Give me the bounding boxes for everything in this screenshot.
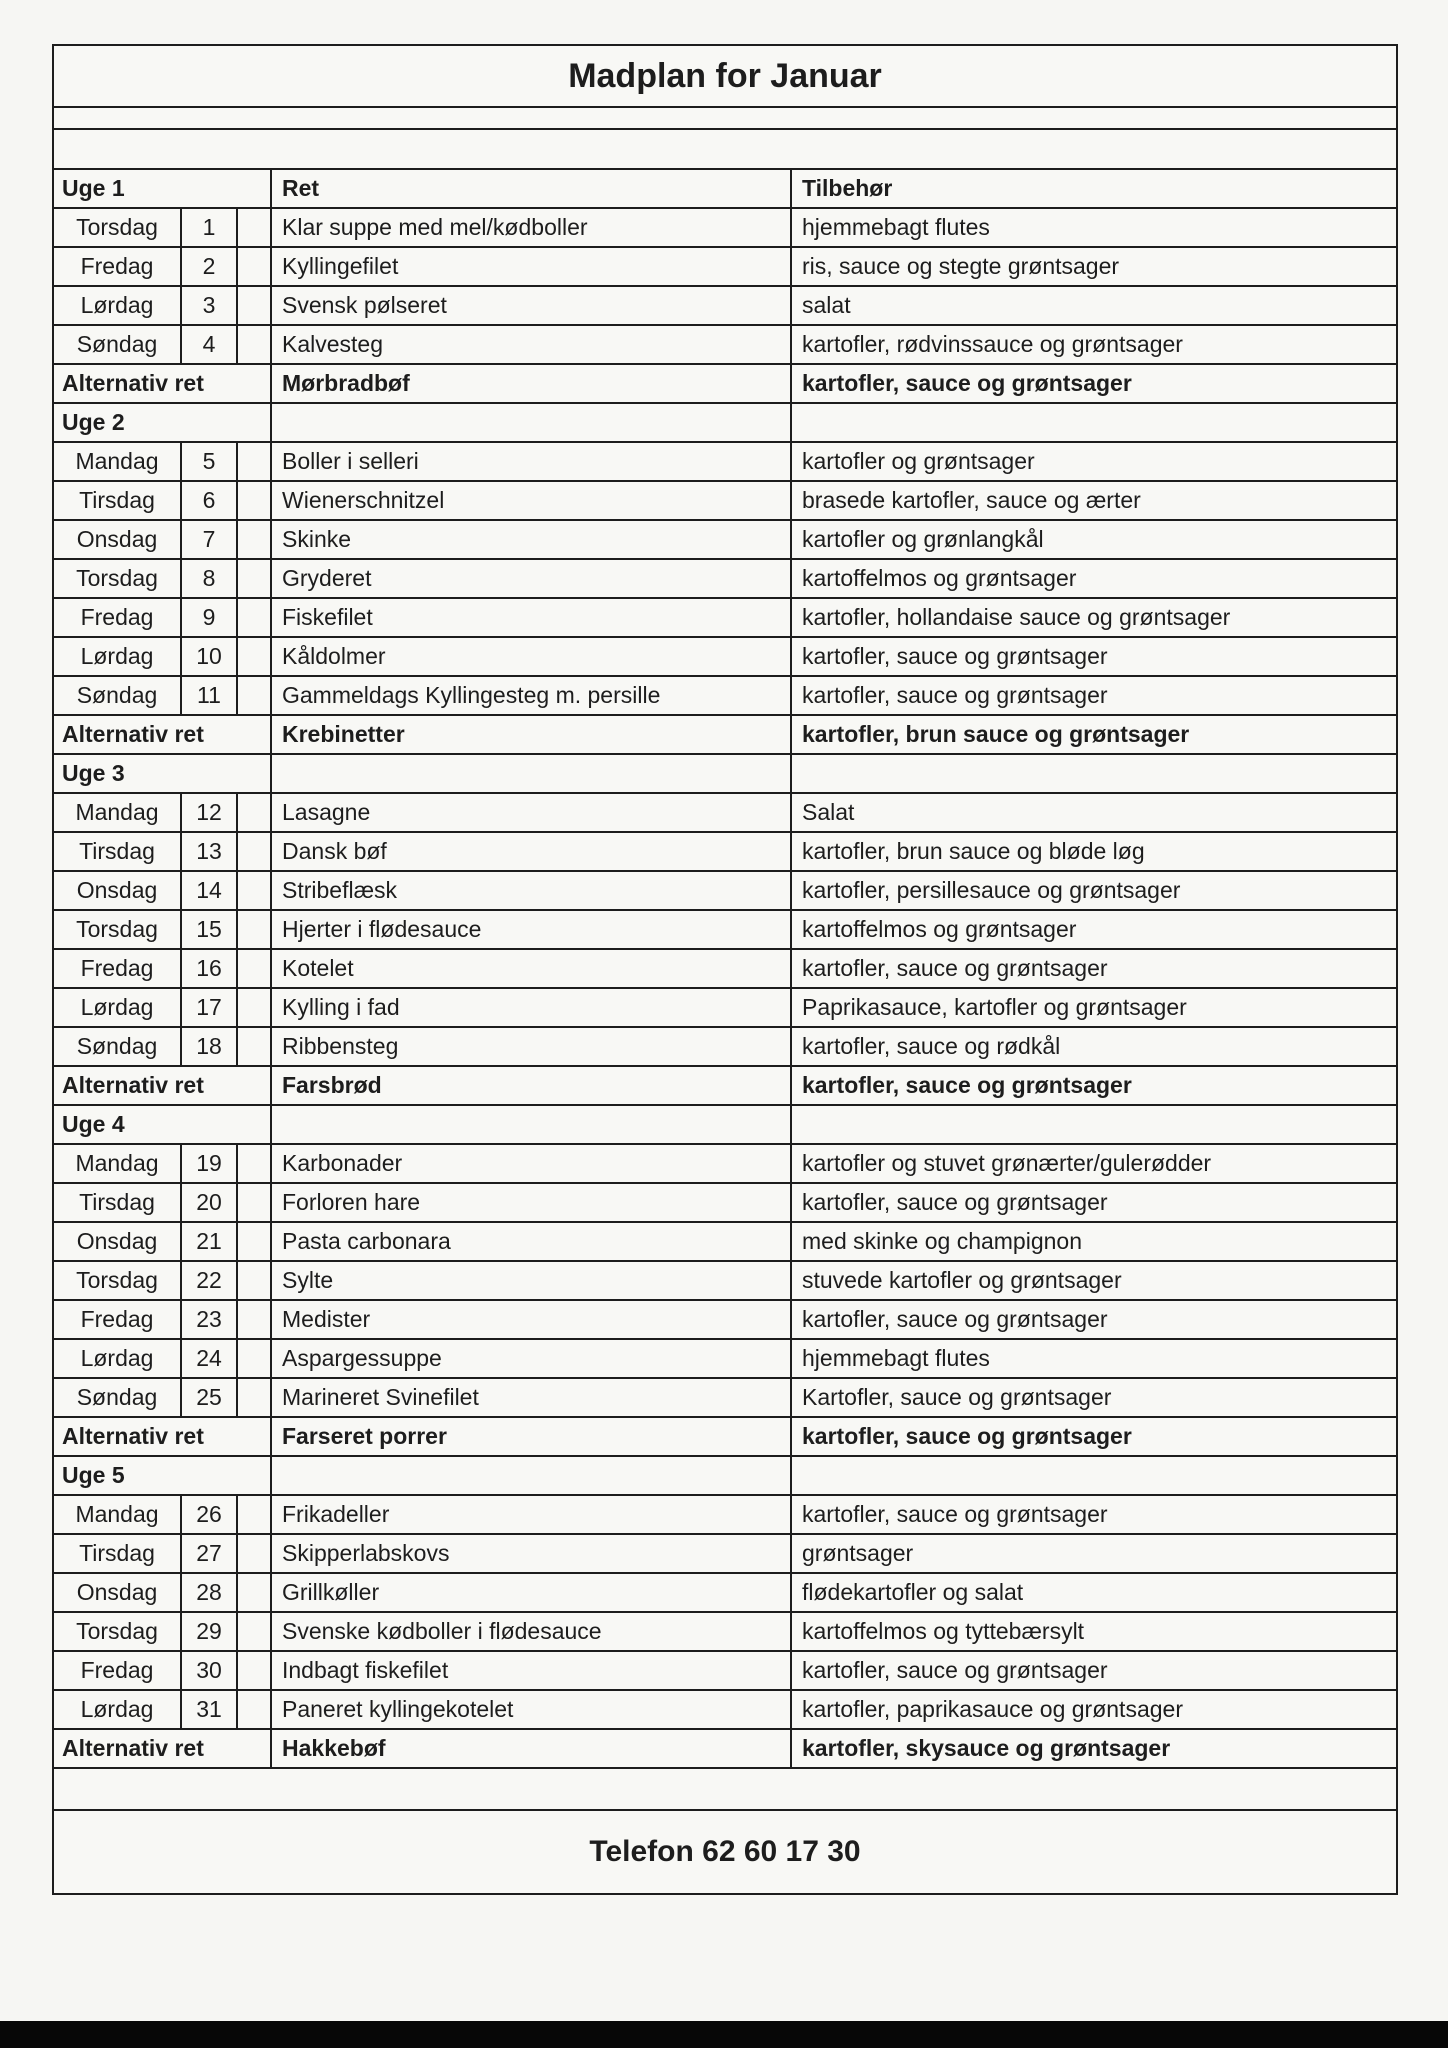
- day-name-cell: Søndag: [54, 1028, 182, 1065]
- side-cell: kartofler, sauce og grøntsager: [802, 1189, 1108, 1215]
- checkbox-cell: [238, 1496, 272, 1533]
- dish-cell: Karbonader: [272, 1145, 792, 1182]
- side-cell: kartofler, rødvinssauce og grøntsager: [802, 331, 1183, 357]
- day-name-cell: Mandag: [54, 1496, 182, 1533]
- date-cell: 31: [182, 1691, 238, 1728]
- dish-cell: Svensk pølseret: [272, 287, 792, 324]
- alternative-row: [54, 1067, 1396, 1106]
- side-cell: salat: [802, 292, 851, 318]
- dish-cell: Hjerter i flødesauce: [272, 911, 792, 948]
- alt-label-cell: Alternativ ret: [54, 716, 272, 753]
- empty-row: [54, 1769, 1396, 1811]
- checkbox-cell: [238, 1028, 272, 1065]
- checkbox-cell: [238, 1574, 272, 1611]
- checkbox-cell: [238, 1262, 272, 1299]
- day-name-cell: Fredag: [54, 1652, 182, 1689]
- dish-cell: Stribeflæsk: [272, 872, 792, 909]
- checkbox-cell: [238, 248, 272, 285]
- checkbox-cell: [238, 482, 272, 519]
- dish-cell: Sylte: [272, 1262, 792, 1299]
- day-name-cell: Tirsdag: [54, 1535, 182, 1572]
- side-cell: [792, 1457, 1396, 1494]
- meal-row: [54, 209, 1396, 248]
- alt-label-cell: Alternativ ret: [54, 1418, 272, 1455]
- date-cell: 5: [182, 443, 238, 480]
- dish-cell: Paneret kyllingekotelet: [272, 1691, 792, 1728]
- date-cell: 11: [182, 677, 238, 714]
- day-name-cell: Fredag: [54, 599, 182, 636]
- day-name-cell: Fredag: [54, 1301, 182, 1338]
- checkbox-cell: [238, 1613, 272, 1650]
- side-cell: kartofler og grøntsager: [802, 448, 1035, 474]
- alternative-row: [54, 365, 1396, 404]
- dish-cell: Forloren hare: [272, 1184, 792, 1221]
- date-cell: 25: [182, 1379, 238, 1416]
- side-cell: kartoffelmos og grøntsager: [802, 565, 1077, 591]
- day-name-cell: Mandag: [54, 1145, 182, 1182]
- day-name-cell: Torsdag: [54, 1613, 182, 1650]
- side-cell: kartofler, brun sauce og bløde løg: [802, 838, 1145, 864]
- dish-cell: Pasta carbonara: [272, 1223, 792, 1260]
- alternative-row: [54, 716, 1396, 755]
- day-name-cell: Onsdag: [54, 521, 182, 558]
- checkbox-cell: [238, 560, 272, 597]
- side-cell: kartofler, sauce og rødkål: [802, 1033, 1061, 1059]
- side-cell: [792, 755, 1396, 792]
- dish-cell: Indbagt fiskefilet: [272, 1652, 792, 1689]
- checkbox-cell: [238, 1535, 272, 1572]
- meal-row: [54, 1262, 1396, 1301]
- alt-side-cell: kartofler, brun sauce og grøntsager: [802, 721, 1190, 747]
- checkbox-cell: [238, 989, 272, 1026]
- table-body: [54, 209, 1396, 1769]
- checkbox-cell: [238, 599, 272, 636]
- side-cell: kartofler, sauce og grøntsager: [802, 1657, 1108, 1683]
- date-cell: 9: [182, 599, 238, 636]
- day-name-cell: Søndag: [54, 677, 182, 714]
- checkbox-cell: [238, 209, 272, 246]
- dish-cell: [272, 1457, 792, 1494]
- alt-dish-cell: Mørbradbøf: [272, 365, 792, 402]
- dish-cell: Kylling i fad: [272, 989, 792, 1026]
- meal-row: [54, 287, 1396, 326]
- meal-row: [54, 638, 1396, 677]
- date-cell: 24: [182, 1340, 238, 1377]
- week-label-cell: Uge 2: [54, 404, 272, 441]
- side-cell: kartofler og stuvet grønærter/gulerødder: [802, 1150, 1212, 1176]
- dish-cell: Kalvesteg: [272, 326, 792, 363]
- dish-cell: Ribbensteg: [272, 1028, 792, 1065]
- alt-dish-cell: Farsbrød: [272, 1067, 792, 1104]
- scan-artifact-bar: [0, 2021, 1448, 2048]
- date-cell: 18: [182, 1028, 238, 1065]
- date-cell: 7: [182, 521, 238, 558]
- dish-cell: Frikadeller: [272, 1496, 792, 1533]
- day-name-cell: Torsdag: [54, 1262, 182, 1299]
- side-cell: kartofler, persillesauce og grøntsager: [802, 877, 1181, 903]
- alt-dish-cell: Farseret porrer: [272, 1418, 792, 1455]
- dish-cell: Dansk bøf: [272, 833, 792, 870]
- date-cell: 20: [182, 1184, 238, 1221]
- title-row: [54, 46, 1396, 108]
- spacer-row: [54, 130, 1396, 170]
- dish-column-header: Ret: [272, 170, 792, 207]
- dish-cell: Gryderet: [272, 560, 792, 597]
- date-cell: 23: [182, 1301, 238, 1338]
- checkbox-cell: [238, 326, 272, 363]
- alt-dish-cell: Hakkebøf: [272, 1730, 792, 1767]
- date-cell: 17: [182, 989, 238, 1026]
- date-cell: 4: [182, 326, 238, 363]
- day-name-cell: Tirsdag: [54, 1184, 182, 1221]
- alt-side-cell: kartofler, sauce og grøntsager: [802, 1423, 1132, 1449]
- date-cell: 10: [182, 638, 238, 675]
- day-name-cell: Mandag: [54, 443, 182, 480]
- checkbox-cell: [238, 638, 272, 675]
- date-cell: 8: [182, 560, 238, 597]
- side-cell: kartoffelmos og tyttebærsylt: [802, 1618, 1085, 1644]
- side-cell: Paprikasauce, kartofler og grøntsager: [802, 994, 1187, 1020]
- week-label-row: [54, 1106, 1396, 1145]
- side-cell: [792, 404, 1396, 441]
- dish-cell: Svenske kødboller i flødesauce: [272, 1613, 792, 1650]
- checkbox-cell: [238, 1340, 272, 1377]
- meal-row: [54, 1340, 1396, 1379]
- date-cell: 30: [182, 1652, 238, 1689]
- checkbox-cell: [238, 872, 272, 909]
- side-cell: kartoffelmos og grøntsager: [802, 916, 1077, 942]
- dish-cell: Skipperlabskovs: [272, 1535, 792, 1572]
- alt-label-cell: Alternativ ret: [54, 1730, 272, 1767]
- alt-side-cell: kartofler, sauce og grøntsager: [802, 370, 1132, 396]
- checkbox-cell: [238, 1145, 272, 1182]
- day-name-cell: Fredag: [54, 248, 182, 285]
- date-cell: 29: [182, 1613, 238, 1650]
- phone-number: Telefon 62 60 17 30: [589, 1835, 861, 1868]
- day-name-cell: Tirsdag: [54, 482, 182, 519]
- meal-row: [54, 248, 1396, 287]
- dish-cell: Lasagne: [272, 794, 792, 831]
- day-name-cell: Lørdag: [54, 989, 182, 1026]
- day-name-cell: Torsdag: [54, 209, 182, 246]
- meal-row: [54, 1145, 1396, 1184]
- meal-row: [54, 1613, 1396, 1652]
- side-cell: flødekartofler og salat: [802, 1579, 1024, 1605]
- side-cell: hjemmebagt flutes: [802, 214, 990, 240]
- day-name-cell: Torsdag: [54, 560, 182, 597]
- day-name-cell: Lørdag: [54, 1340, 182, 1377]
- meal-row: [54, 1652, 1396, 1691]
- meal-row: [54, 443, 1396, 482]
- side-cell: [792, 1106, 1396, 1143]
- side-cell: brasede kartofler, sauce og ærter: [802, 487, 1141, 513]
- meal-row: [54, 1691, 1396, 1730]
- alt-label-cell: Alternativ ret: [54, 365, 272, 402]
- dish-cell: [272, 1106, 792, 1143]
- date-cell: 2: [182, 248, 238, 285]
- side-cell: kartofler, sauce og grøntsager: [802, 955, 1108, 981]
- week-label-row: [54, 404, 1396, 443]
- date-cell: 1: [182, 209, 238, 246]
- date-cell: 28: [182, 1574, 238, 1611]
- meal-row: [54, 1301, 1396, 1340]
- dish-cell: Wienerschnitzel: [272, 482, 792, 519]
- meal-row: [54, 911, 1396, 950]
- alt-dish-cell: Krebinetter: [272, 716, 792, 753]
- checkbox-cell: [238, 1301, 272, 1338]
- checkbox-cell: [238, 1379, 272, 1416]
- dish-cell: Fiskefilet: [272, 599, 792, 636]
- side-cell: kartofler og grønlangkål: [802, 526, 1044, 552]
- meal-row: [54, 1574, 1396, 1613]
- day-name-cell: Fredag: [54, 950, 182, 987]
- week-label-row: [54, 1457, 1396, 1496]
- day-name-cell: Mandag: [54, 794, 182, 831]
- day-name-cell: Onsdag: [54, 872, 182, 909]
- alternative-row: [54, 1418, 1396, 1457]
- meal-row: [54, 1028, 1396, 1067]
- date-cell: 12: [182, 794, 238, 831]
- meal-row: [54, 560, 1396, 599]
- checkbox-cell: [238, 950, 272, 987]
- alternative-row: [54, 1730, 1396, 1769]
- dish-cell: Aspargessuppe: [272, 1340, 792, 1377]
- dish-cell: Medister: [272, 1301, 792, 1338]
- checkbox-cell: [238, 1223, 272, 1260]
- day-name-cell: Onsdag: [54, 1223, 182, 1260]
- spacer-row-thin: [54, 108, 1396, 130]
- day-name-cell: Søndag: [54, 1379, 182, 1416]
- meal-row: [54, 599, 1396, 638]
- side-cell: hjemmebagt flutes: [802, 1345, 990, 1371]
- meal-row: [54, 1379, 1396, 1418]
- dish-cell: Kåldolmer: [272, 638, 792, 675]
- meal-row: [54, 1184, 1396, 1223]
- side-cell: ris, sauce og stegte grøntsager: [802, 253, 1120, 279]
- side-column-header: Tilbehør: [802, 175, 893, 201]
- dish-cell: Kyllingefilet: [272, 248, 792, 285]
- side-cell: kartofler, sauce og grøntsager: [802, 1306, 1108, 1332]
- day-name-cell: Lørdag: [54, 638, 182, 675]
- meal-row: [54, 950, 1396, 989]
- dish-cell: Boller i selleri: [272, 443, 792, 480]
- meal-row: [54, 677, 1396, 716]
- meal-row: [54, 833, 1396, 872]
- side-cell: kartofler, hollandaise sauce og grøntsager: [802, 604, 1231, 630]
- dish-cell: Gammeldags Kyllingesteg m. persille: [272, 677, 792, 714]
- dish-cell: [272, 755, 792, 792]
- meal-row: [54, 1496, 1396, 1535]
- week-column-header: Uge 1: [54, 170, 272, 207]
- day-name-cell: Torsdag: [54, 911, 182, 948]
- side-cell: kartofler, paprikasauce og grøntsager: [802, 1696, 1183, 1722]
- side-cell: kartofler, sauce og grøntsager: [802, 1501, 1108, 1527]
- alt-label-cell: Alternativ ret: [54, 1067, 272, 1104]
- date-cell: 27: [182, 1535, 238, 1572]
- day-name-cell: Søndag: [54, 326, 182, 363]
- side-cell: med skinke og champignon: [802, 1228, 1082, 1254]
- date-cell: 21: [182, 1223, 238, 1260]
- day-name-cell: Tirsdag: [54, 833, 182, 870]
- week-label-cell: Uge 5: [54, 1457, 272, 1494]
- meal-row: [54, 1223, 1396, 1262]
- dish-cell: Klar suppe med mel/kødboller: [272, 209, 792, 246]
- date-cell: 26: [182, 1496, 238, 1533]
- date-cell: 15: [182, 911, 238, 948]
- date-cell: 6: [182, 482, 238, 519]
- checkbox-cell: [238, 1652, 272, 1689]
- date-cell: 22: [182, 1262, 238, 1299]
- checkbox-cell: [238, 443, 272, 480]
- checkbox-cell: [238, 677, 272, 714]
- side-cell: grøntsager: [802, 1540, 914, 1566]
- table-header-row: [54, 170, 1396, 209]
- meal-row: [54, 326, 1396, 365]
- checkbox-cell: [238, 794, 272, 831]
- checkbox-cell: [238, 1691, 272, 1728]
- footer-row: [54, 1811, 1396, 1893]
- checkbox-cell: [238, 521, 272, 558]
- week-label-row: [54, 755, 1396, 794]
- side-cell: stuvede kartofler og grøntsager: [802, 1267, 1122, 1293]
- date-cell: 13: [182, 833, 238, 870]
- meal-row: [54, 872, 1396, 911]
- meal-row: [54, 521, 1396, 560]
- side-cell: kartofler, sauce og grøntsager: [802, 682, 1108, 708]
- checkbox-cell: [238, 833, 272, 870]
- meal-row: [54, 1535, 1396, 1574]
- meal-plan-table: [52, 44, 1398, 1895]
- day-name-cell: Lørdag: [54, 1691, 182, 1728]
- checkbox-cell: [238, 287, 272, 324]
- week-label-cell: Uge 3: [54, 755, 272, 792]
- week-label-cell: Uge 4: [54, 1106, 272, 1143]
- meal-row: [54, 482, 1396, 521]
- day-name-cell: Lørdag: [54, 287, 182, 324]
- dish-cell: Grillkøller: [272, 1574, 792, 1611]
- checkbox-cell: [238, 1184, 272, 1221]
- document-title: Madplan for Januar: [568, 56, 882, 95]
- meal-row: [54, 989, 1396, 1028]
- dish-cell: Kotelet: [272, 950, 792, 987]
- checkbox-cell: [238, 911, 272, 948]
- alt-side-cell: kartofler, sauce og grøntsager: [802, 1072, 1132, 1098]
- date-cell: 3: [182, 287, 238, 324]
- date-cell: 19: [182, 1145, 238, 1182]
- meal-row: [54, 794, 1396, 833]
- alt-side-cell: kartofler, skysauce og grøntsager: [802, 1735, 1171, 1761]
- date-cell: 16: [182, 950, 238, 987]
- date-cell: 14: [182, 872, 238, 909]
- side-cell: Kartofler, sauce og grøntsager: [802, 1384, 1112, 1410]
- dish-cell: Marineret Svinefilet: [272, 1379, 792, 1416]
- dish-cell: Skinke: [272, 521, 792, 558]
- dish-cell: [272, 404, 792, 441]
- side-cell: Salat: [802, 799, 855, 825]
- side-cell: kartofler, sauce og grøntsager: [802, 643, 1108, 669]
- day-name-cell: Onsdag: [54, 1574, 182, 1611]
